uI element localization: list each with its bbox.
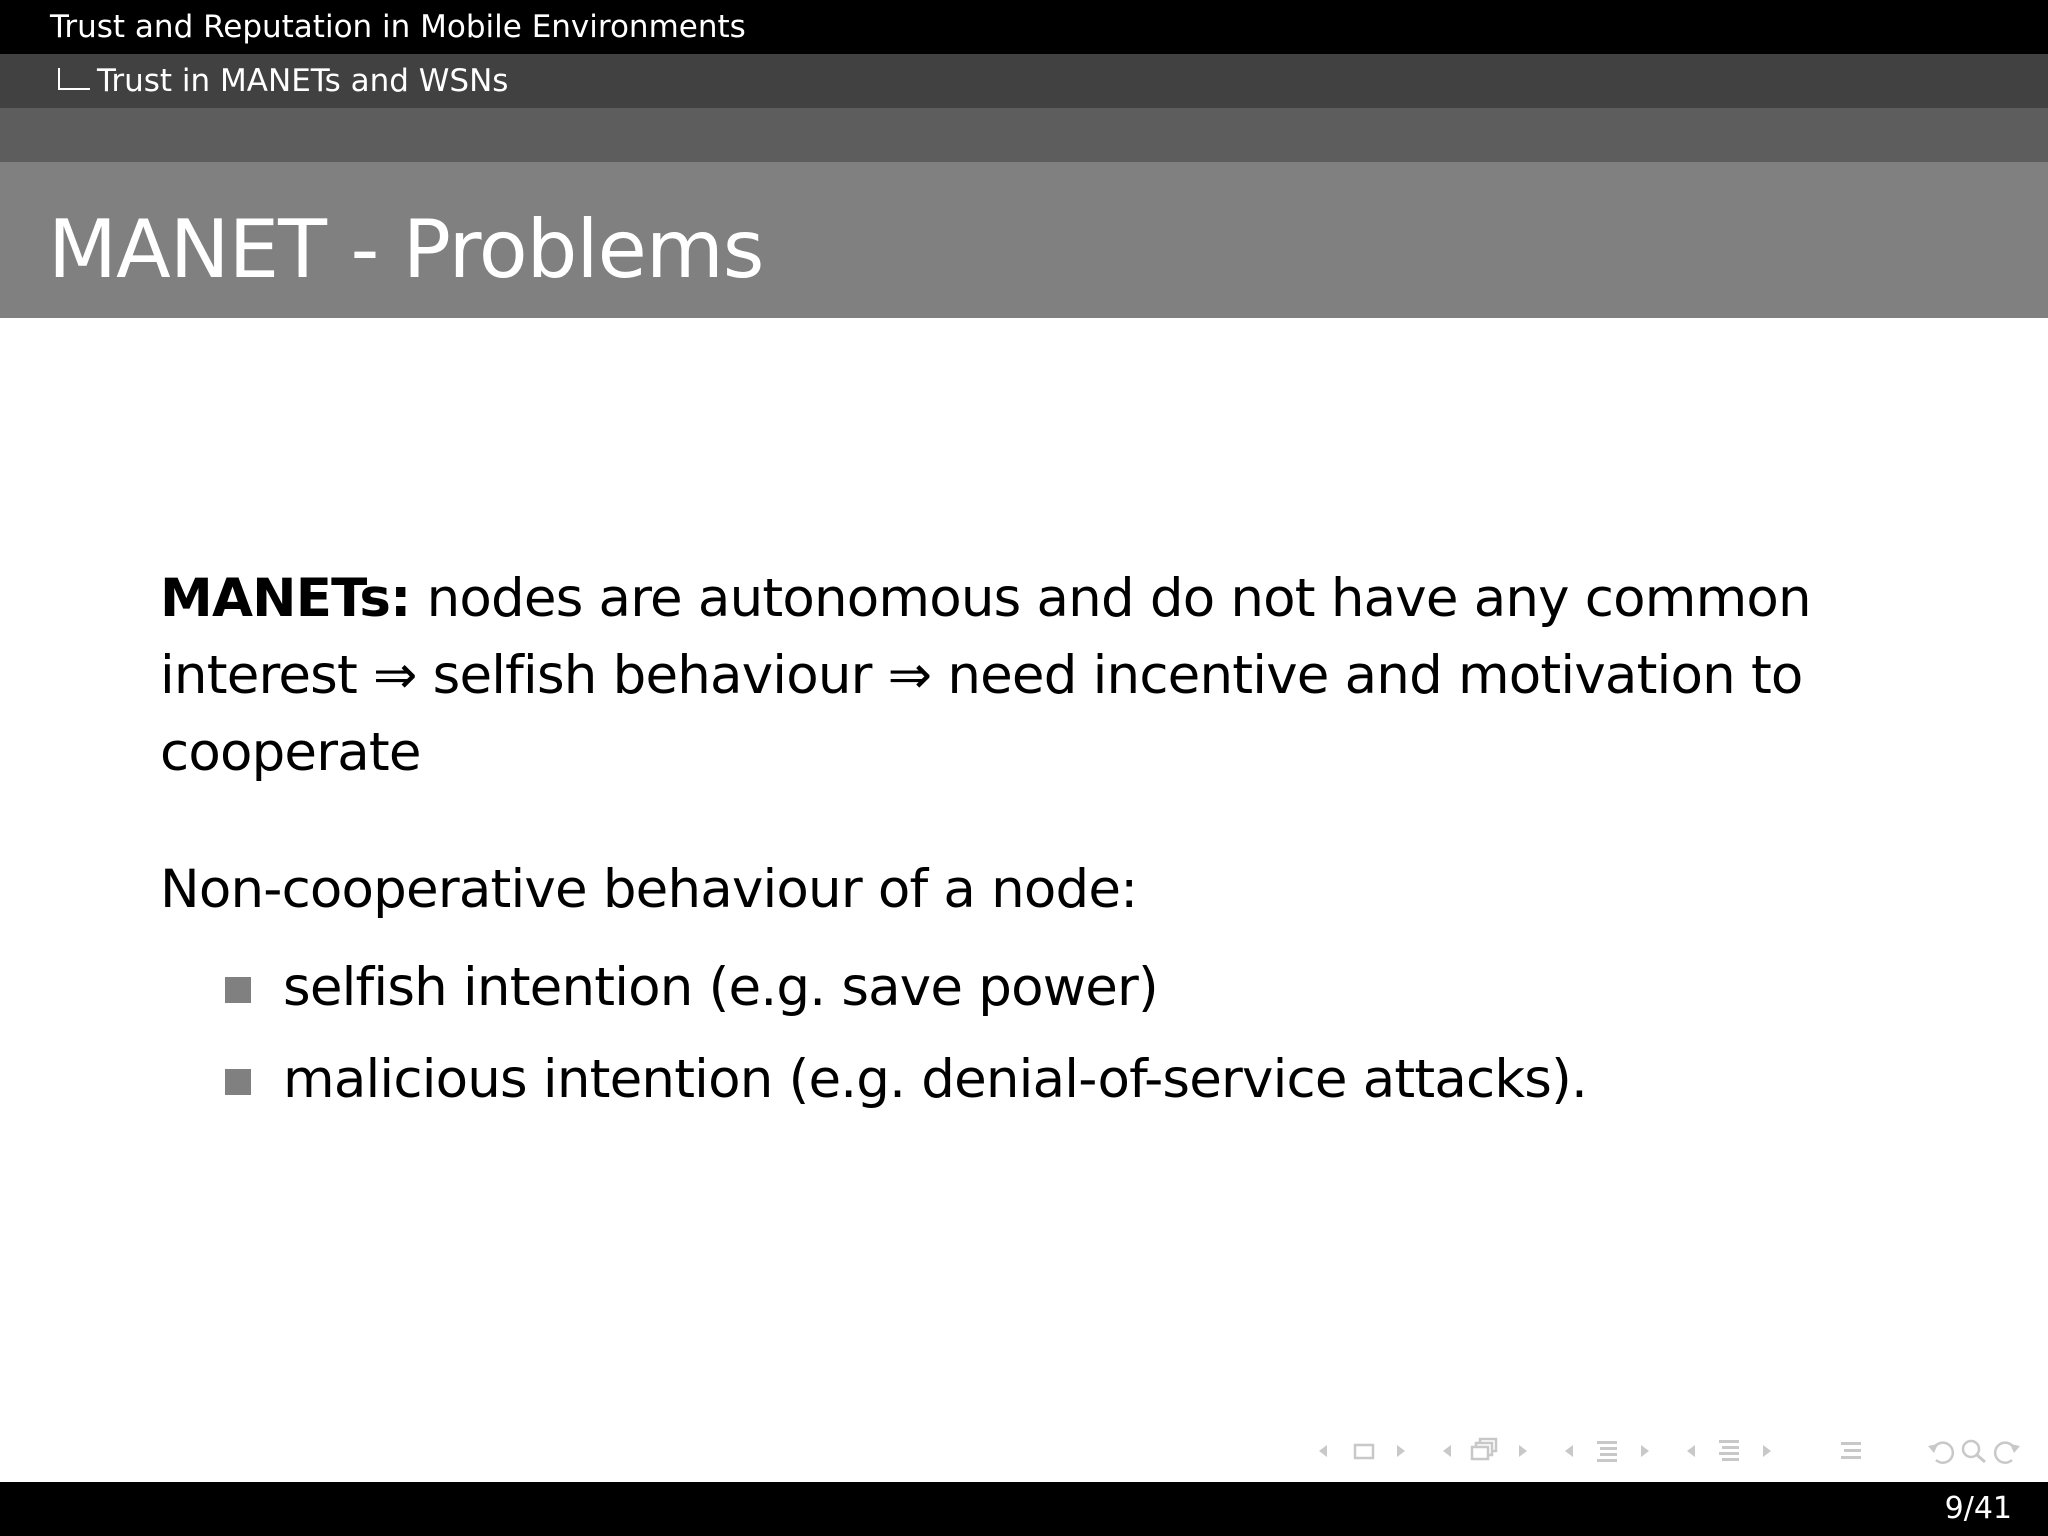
slide-icon[interactable] bbox=[1352, 1436, 1376, 1466]
frame-icon[interactable] bbox=[1468, 1436, 1502, 1466]
nav-right-arrow-icon[interactable] bbox=[1516, 1436, 1530, 1466]
list-item bbox=[160, 1034, 1880, 1126]
nav-left-arrow-icon[interactable] bbox=[1684, 1436, 1698, 1466]
page-number: 9/41 bbox=[1944, 1491, 2012, 1526]
nav-left-arrow-icon[interactable] bbox=[1316, 1436, 1330, 1466]
frame-title: MANET - Problems bbox=[48, 203, 764, 296]
list-item-text: malicious intention (e.g. denial-of-service attacks). bbox=[283, 1049, 1588, 1110]
nav-right-arrow-icon[interactable] bbox=[1394, 1436, 1408, 1466]
subsection-icon[interactable] bbox=[1594, 1436, 1622, 1466]
toc-icon[interactable] bbox=[1838, 1436, 1866, 1466]
footer-bar bbox=[0, 1482, 2048, 1536]
paragraph-text-line: interest ⇒ selfish behaviour ⇒ need incentive and motivation to bbox=[160, 645, 1803, 706]
header-spacer-bar bbox=[0, 108, 2048, 162]
nav-left-arrow-icon[interactable] bbox=[1562, 1436, 1576, 1466]
nav-right-arrow-icon[interactable] bbox=[1638, 1436, 1652, 1466]
search-icon[interactable] bbox=[1958, 1436, 1990, 1466]
paragraph-text-line: cooperate bbox=[160, 722, 421, 783]
list-item-text: selfish intention (e.g. save power) bbox=[283, 957, 1158, 1018]
navigation-symbols bbox=[0, 1436, 2048, 1466]
undo-icon[interactable] bbox=[1924, 1436, 1958, 1466]
tree-corner-icon bbox=[58, 68, 90, 90]
redo-icon[interactable] bbox=[1990, 1436, 2024, 1466]
header-section-bar bbox=[0, 0, 2048, 54]
frame-title-bar bbox=[0, 162, 2048, 318]
nav-left-arrow-icon[interactable] bbox=[1440, 1436, 1454, 1466]
nav-right-arrow-icon[interactable] bbox=[1760, 1436, 1774, 1466]
manets-term: MANETs: bbox=[160, 568, 411, 629]
paragraph-text-line: nodes are autonomous and do not have any common bbox=[410, 568, 1811, 629]
header-subsection-bar bbox=[0, 54, 2048, 108]
intention-list bbox=[160, 942, 1880, 1126]
subsection-title[interactable]: Trust in MANETs and WSNs bbox=[97, 63, 509, 99]
square-bullet-icon bbox=[225, 977, 251, 1003]
non-cooperative-heading: Non-cooperative behaviour of a node: bbox=[160, 859, 1138, 920]
list-item bbox=[160, 942, 1880, 1034]
manet-paragraph bbox=[160, 560, 1880, 791]
square-bullet-icon bbox=[225, 1069, 251, 1095]
section-title[interactable]: Trust and Reputation in Mobile Environments bbox=[50, 9, 746, 45]
section-icon[interactable] bbox=[1716, 1436, 1744, 1466]
slide-body bbox=[160, 560, 1880, 1126]
